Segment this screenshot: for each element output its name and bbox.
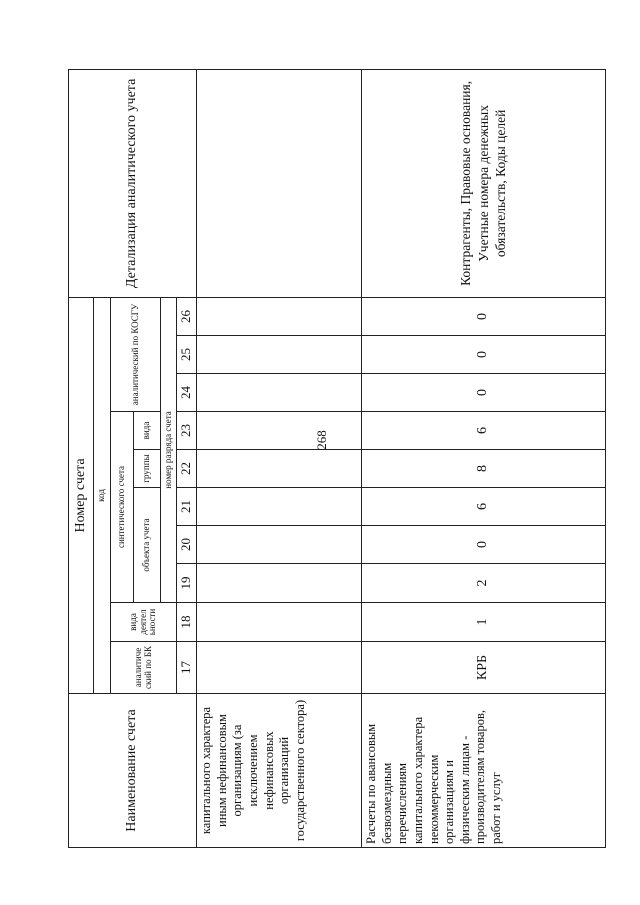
row-detail xyxy=(197,69,362,297)
digit-cell: 23 xyxy=(177,412,197,450)
row-value xyxy=(197,564,362,603)
row-value xyxy=(197,336,362,374)
row-value: 6 xyxy=(362,412,606,450)
row-value: 0 xyxy=(362,297,606,335)
row-value xyxy=(197,642,362,694)
row-value xyxy=(197,603,362,642)
digit-cell: 19 xyxy=(177,564,197,603)
table-row xyxy=(197,69,362,847)
header-kind: вида xyxy=(134,412,161,450)
row-value xyxy=(197,412,362,450)
header-account-name: Наименование счета xyxy=(69,694,197,848)
page-number: 268 xyxy=(314,430,329,450)
header-group: группы xyxy=(134,450,161,488)
row-value: 6 xyxy=(362,488,606,526)
header-account-number: Номер счета xyxy=(69,297,94,693)
row-value: 0 xyxy=(362,374,606,412)
row-value: 0 xyxy=(362,526,606,564)
digit-cell: 26 xyxy=(177,297,197,335)
digit-cell: 20 xyxy=(177,526,197,564)
row-value: 2 xyxy=(362,564,606,603)
digit-cell: 24 xyxy=(177,374,197,412)
header-code: код xyxy=(94,297,111,693)
header-digit-number: номер разряда счета xyxy=(161,297,177,602)
row-account-name: капитального характера иным нефинансовым организациям (за исключением нефинансовых организаций государственного сектора) xyxy=(197,694,362,848)
header-synthetic-account: синтетического счета xyxy=(111,412,134,603)
header-analytic-kosgu: аналитический по КОСГУ xyxy=(111,297,161,411)
digit-cell: 18 xyxy=(177,603,197,642)
account-table xyxy=(68,69,606,848)
digit-cell: 17 xyxy=(177,642,197,694)
row-detail: Контрагенты, Правовые основания, Учетные номера денежных обязательств, Коды целей xyxy=(362,69,606,297)
table-row xyxy=(362,69,606,847)
digit-cell: 21 xyxy=(177,488,197,526)
header-activity-type: вида деятел ьности xyxy=(111,603,177,642)
row-value xyxy=(197,526,362,564)
row-value: КРБ xyxy=(362,642,606,694)
digit-cell: 25 xyxy=(177,336,197,374)
row-value xyxy=(197,488,362,526)
digit-cell: 22 xyxy=(177,450,197,488)
account-table-sheet xyxy=(68,70,585,848)
row-value: 8 xyxy=(362,450,606,488)
row-value xyxy=(197,297,362,335)
row-value xyxy=(197,374,362,412)
row-account-name: Расчеты по авансовым безвозмездным перечислениям капитального характера некоммерческим организациям и физическим лицам - производителям товаров, работ и услуг xyxy=(362,694,606,848)
row-value: 1 xyxy=(362,603,606,642)
row-value xyxy=(197,450,362,488)
header-analytic-bk: аналитиче ский по БК xyxy=(111,642,177,694)
row-value: 0 xyxy=(362,336,606,374)
header-accounting-object: объекта учета xyxy=(134,488,161,603)
header-analytic-detail: Детализация аналитического учета xyxy=(69,69,197,297)
